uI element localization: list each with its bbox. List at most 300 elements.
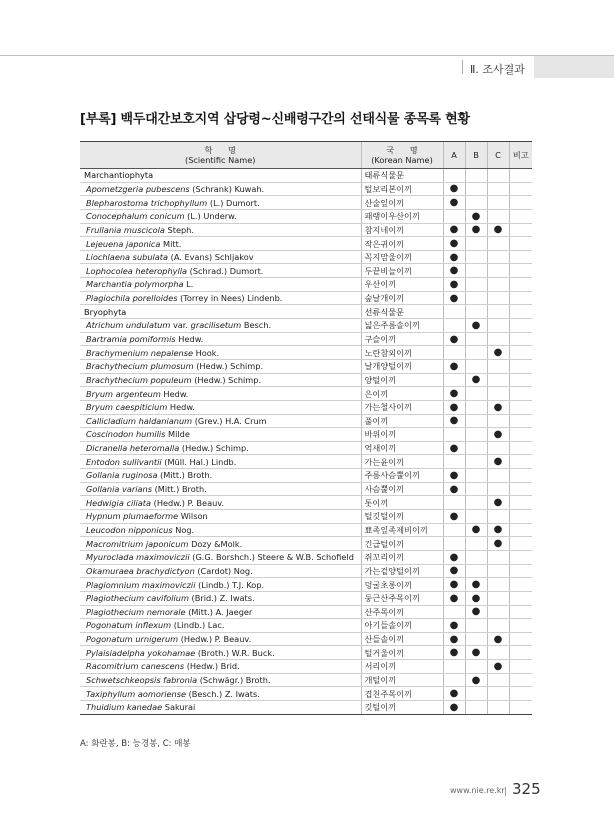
species-epithet: Brachymenium nepalense bbox=[86, 347, 194, 358]
site-a-mark bbox=[443, 523, 465, 537]
table-row bbox=[80, 332, 532, 346]
site-c-cell bbox=[487, 169, 509, 183]
korean-name-cell: 털보리본이끼 bbox=[361, 182, 443, 196]
site-c-mark bbox=[487, 264, 509, 278]
remarks-cell bbox=[509, 700, 532, 714]
table-row bbox=[80, 196, 532, 210]
site-c-mark bbox=[487, 209, 509, 223]
site-c-mark: ● bbox=[487, 632, 509, 646]
scientific-name-cell bbox=[80, 646, 361, 660]
remarks-cell bbox=[509, 196, 532, 210]
korean-name-cell: 아기들솔이끼 bbox=[361, 619, 443, 633]
scientific-name-cell bbox=[80, 632, 361, 646]
species-epithet: Lejeuena japonica bbox=[86, 238, 161, 249]
species-epithet: Pylaisiadelpha yokohamae bbox=[86, 647, 196, 658]
korean-name-cell: 꼭지맘울이끼 bbox=[361, 250, 443, 264]
site-b-mark bbox=[465, 237, 487, 251]
remarks-cell bbox=[509, 619, 532, 633]
site-b-mark bbox=[465, 482, 487, 496]
korean-name-cell: 주름사슴뿔이끼 bbox=[361, 469, 443, 483]
author-citation: (Hedw.) Schimp. bbox=[179, 443, 249, 454]
header-remarks: 비고 bbox=[509, 142, 532, 169]
korean-name-cell: 작은귀이끼 bbox=[361, 237, 443, 251]
remarks-cell bbox=[509, 291, 532, 305]
table-row bbox=[80, 359, 532, 373]
site-b-mark: ● bbox=[465, 673, 487, 687]
site-a-mark bbox=[443, 660, 465, 674]
table-row bbox=[80, 373, 532, 387]
remarks-cell bbox=[509, 305, 532, 319]
site-a-mark bbox=[443, 537, 465, 551]
korean-name-cell: 양털이끼 bbox=[361, 373, 443, 387]
site-c-mark bbox=[487, 332, 509, 346]
site-c-mark bbox=[487, 196, 509, 210]
table-row bbox=[80, 564, 532, 578]
table-row bbox=[80, 496, 532, 510]
site-b-mark bbox=[465, 387, 487, 401]
remarks-cell bbox=[509, 537, 532, 551]
site-b-mark bbox=[465, 182, 487, 196]
scientific-name-cell bbox=[80, 373, 361, 387]
remarks-cell bbox=[509, 564, 532, 578]
scientific-name-cell bbox=[80, 250, 361, 264]
table-body bbox=[80, 169, 532, 715]
author-citation: (Brid.) Z. Iwats. bbox=[188, 593, 255, 604]
korean-name-cell: 참지네이끼 bbox=[361, 223, 443, 237]
site-b-mark: ● bbox=[465, 373, 487, 387]
table-row bbox=[80, 455, 532, 469]
site-b-mark: ● bbox=[465, 591, 487, 605]
author-citation: Hedw. bbox=[175, 334, 204, 344]
scientific-name-cell bbox=[80, 264, 361, 278]
author-citation: (Cardot) Nog. bbox=[194, 565, 253, 576]
site-b-mark bbox=[465, 332, 487, 346]
site-c-mark: ● bbox=[487, 428, 509, 442]
site-b-mark bbox=[465, 414, 487, 428]
remarks-cell bbox=[509, 605, 532, 619]
species-epithet: Plagiothecium nemorale bbox=[86, 606, 186, 617]
remarks-cell bbox=[509, 319, 532, 333]
remarks-cell bbox=[509, 400, 532, 414]
division-name: Marchantiophyta bbox=[80, 169, 361, 183]
table-group-row bbox=[80, 169, 532, 183]
remarks-cell bbox=[509, 469, 532, 483]
site-c-mark bbox=[487, 619, 509, 633]
site-a-mark: ● bbox=[443, 482, 465, 496]
site-c-mark bbox=[487, 482, 509, 496]
site-c-mark bbox=[487, 278, 509, 292]
scientific-name-cell bbox=[80, 496, 361, 510]
site-b-mark: ● bbox=[465, 646, 487, 660]
site-a-mark: ● bbox=[443, 550, 465, 564]
site-b-mark: ● bbox=[465, 223, 487, 237]
site-c-mark: ● bbox=[487, 537, 509, 551]
remarks-cell bbox=[509, 510, 532, 524]
table-row bbox=[80, 550, 532, 564]
scientific-name-cell bbox=[80, 237, 361, 251]
site-c-mark: ● bbox=[487, 660, 509, 674]
author-citation: (Hedw.) Brid. bbox=[184, 661, 240, 672]
page-title: [부록] 백두대간보호지역 삽당령~신배령구간의 선태식물 종목록 현황 bbox=[80, 112, 470, 127]
division-korean-name: 태류식물문 bbox=[361, 169, 443, 183]
site-c-mark bbox=[487, 578, 509, 592]
species-epithet: Myuroclada maximoviczii bbox=[86, 552, 190, 563]
korean-name-cell: 우산이끼 bbox=[361, 278, 443, 292]
author-citation: Hook. bbox=[193, 347, 220, 358]
division-name: Bryophyta bbox=[80, 305, 361, 319]
header-site-b: B bbox=[465, 142, 487, 169]
table-row bbox=[80, 605, 532, 619]
species-epithet: Entodon sullivantii bbox=[86, 456, 162, 467]
species-epithet: Hedwigia ciliata bbox=[86, 497, 152, 508]
scientific-name-cell bbox=[80, 482, 361, 496]
scientific-name-cell bbox=[80, 428, 361, 442]
remarks-cell bbox=[509, 646, 532, 660]
site-c-mark bbox=[487, 182, 509, 196]
species-epithet: Pogonatum inflexum bbox=[86, 620, 172, 631]
table-row bbox=[80, 523, 532, 537]
author-citation: (Hedw.) P. Beauv. bbox=[151, 497, 225, 508]
korean-name-cell: 덩굴초롱이끼 bbox=[361, 578, 443, 592]
scientific-name-cell bbox=[80, 209, 361, 223]
table-group-row bbox=[80, 305, 532, 319]
site-a-mark: ● bbox=[443, 237, 465, 251]
author-citation: (Schrank) Kuwah. bbox=[189, 183, 265, 194]
remarks-cell bbox=[509, 414, 532, 428]
site-a-mark: ● bbox=[443, 196, 465, 210]
remarks-cell bbox=[509, 441, 532, 455]
author-citation: Milde bbox=[165, 429, 190, 440]
species-epithet: Bryum argenteum bbox=[86, 388, 161, 399]
species-epithet: Bartramia pomiformis bbox=[86, 334, 176, 344]
site-a-mark: ● bbox=[443, 619, 465, 633]
scientific-name-cell bbox=[80, 673, 361, 687]
scientific-name-cell bbox=[80, 441, 361, 455]
scientific-name-cell bbox=[80, 291, 361, 305]
species-epithet: Frullania muscicola bbox=[86, 224, 165, 235]
korean-name-cell: 바위이끼 bbox=[361, 428, 443, 442]
korean-name-cell: 서리이끼 bbox=[361, 660, 443, 674]
scientific-name-cell bbox=[80, 346, 361, 360]
scientific-name-cell bbox=[80, 223, 361, 237]
remarks-cell bbox=[509, 223, 532, 237]
author-citation: (Lindb.) T.J. Kop. bbox=[195, 579, 265, 590]
author-citation: Nog. bbox=[172, 524, 195, 535]
site-a-mark: ● bbox=[443, 291, 465, 305]
site-c-mark bbox=[487, 387, 509, 401]
site-b-mark bbox=[465, 441, 487, 455]
site-b-mark bbox=[465, 428, 487, 442]
species-epithet: Racomitrium canescens bbox=[86, 661, 185, 672]
author-citation: (Schrad.) Dumort. bbox=[187, 265, 264, 276]
site-b-mark bbox=[465, 687, 487, 701]
site-a-mark: ● bbox=[443, 646, 465, 660]
author-citation: Sakurai bbox=[162, 702, 196, 713]
site-c-mark bbox=[487, 373, 509, 387]
korean-name-cell: 사슴뿔이끼 bbox=[361, 482, 443, 496]
korean-name-cell: 두끝비늘이끼 bbox=[361, 264, 443, 278]
site-b-mark bbox=[465, 264, 487, 278]
table-row bbox=[80, 510, 532, 524]
site-b-mark bbox=[465, 537, 487, 551]
scientific-name-cell bbox=[80, 319, 361, 333]
remarks-cell bbox=[509, 359, 532, 373]
remarks-cell bbox=[509, 182, 532, 196]
remarks-cell bbox=[509, 578, 532, 592]
site-legend-note: A: 화란봉, B: 능경봉, C: 매봉 bbox=[80, 739, 191, 749]
korean-name-cell: 숲날개이끼 bbox=[361, 291, 443, 305]
site-c-mark: ● bbox=[487, 455, 509, 469]
site-b-cell bbox=[465, 305, 487, 319]
site-b-mark: ● bbox=[465, 578, 487, 592]
table-header-row bbox=[80, 142, 532, 169]
site-c-mark bbox=[487, 591, 509, 605]
remarks-cell bbox=[509, 264, 532, 278]
korean-name-cell: 깃털이끼 bbox=[361, 700, 443, 714]
header-divider bbox=[462, 60, 463, 74]
remarks-cell bbox=[509, 496, 532, 510]
table-row bbox=[80, 278, 532, 292]
table-row bbox=[80, 687, 532, 701]
site-a-mark bbox=[443, 346, 465, 360]
table-row bbox=[80, 619, 532, 633]
site-b-mark bbox=[465, 632, 487, 646]
table-row bbox=[80, 591, 532, 605]
remarks-cell bbox=[509, 550, 532, 564]
site-b-mark bbox=[465, 550, 487, 564]
site-a-mark: ● bbox=[443, 414, 465, 428]
header-scientific-ko: 학 명 bbox=[204, 145, 236, 155]
site-b-mark bbox=[465, 346, 487, 360]
table-row bbox=[80, 482, 532, 496]
site-c-mark bbox=[487, 319, 509, 333]
korean-name-cell: 개털이끼 bbox=[361, 673, 443, 687]
site-a-mark: ● bbox=[443, 441, 465, 455]
author-citation: Dozy &Molk. bbox=[188, 538, 243, 549]
korean-name-cell: 가는윤이끼 bbox=[361, 455, 443, 469]
species-epithet: Bryum caespiticium bbox=[86, 402, 168, 413]
korean-name-cell: 산술잎이끼 bbox=[361, 196, 443, 210]
site-b-mark bbox=[465, 400, 487, 414]
author-citation: (L.) Underw. bbox=[184, 211, 237, 222]
species-epithet: Lophocolea heterophylla bbox=[86, 265, 188, 276]
korean-name-cell: 뾰족잎족제비이끼 bbox=[361, 523, 443, 537]
korean-name-cell: 산주목이끼 bbox=[361, 605, 443, 619]
scientific-name-cell bbox=[80, 619, 361, 633]
table-row bbox=[80, 537, 532, 551]
species-epithet: Plagiochila porelloides bbox=[86, 293, 178, 304]
site-a-mark: ● bbox=[443, 223, 465, 237]
remarks-cell bbox=[509, 250, 532, 264]
species-epithet: Schwetschkeopsis fabronia bbox=[86, 675, 198, 686]
author-citation: (L.) Dumort. bbox=[207, 197, 260, 208]
remarks-cell bbox=[509, 373, 532, 387]
site-c-mark bbox=[487, 605, 509, 619]
author-citation: (Hedw.) Schimp. bbox=[193, 361, 264, 372]
site-c-mark bbox=[487, 469, 509, 483]
korean-name-cell: 구슬이끼 bbox=[361, 332, 443, 346]
site-c-mark: ● bbox=[487, 400, 509, 414]
scientific-name-cell bbox=[80, 387, 361, 401]
remarks-cell bbox=[509, 632, 532, 646]
species-epithet: Gollania varians bbox=[86, 484, 152, 495]
author-citation: (Müll. Hal.) Lindb. bbox=[161, 456, 237, 467]
site-c-mark bbox=[487, 673, 509, 687]
site-a-mark: ● bbox=[443, 332, 465, 346]
author-citation: (A. Evans) Schljakov bbox=[168, 252, 254, 263]
site-a-mark: ● bbox=[443, 264, 465, 278]
site-b-mark: ● bbox=[465, 605, 487, 619]
korean-name-cell: 패랭이우산이끼 bbox=[361, 209, 443, 223]
footer-divider bbox=[505, 787, 506, 796]
site-a-mark bbox=[443, 319, 465, 333]
site-a-mark: ● bbox=[443, 632, 465, 646]
header-scientific-name bbox=[80, 142, 361, 169]
author-citation: (Mitt.) A. Jaeger bbox=[185, 606, 253, 617]
species-epithet: Macromitrium japonicum bbox=[86, 538, 189, 549]
korean-name-cell: 산들솔이끼 bbox=[361, 632, 443, 646]
site-c-mark: ● bbox=[487, 496, 509, 510]
table-row bbox=[80, 264, 532, 278]
species-epithet: Blepharostoma trichophyllum bbox=[86, 197, 208, 208]
author-citation: (Schwägr.) Broth. bbox=[197, 675, 271, 686]
korean-name-cell: 노란참외이끼 bbox=[361, 346, 443, 360]
scientific-name-cell bbox=[80, 523, 361, 537]
scientific-name-cell bbox=[80, 591, 361, 605]
site-a-mark bbox=[443, 496, 465, 510]
table-row bbox=[80, 646, 532, 660]
site-a-mark: ● bbox=[443, 578, 465, 592]
site-c-mark bbox=[487, 550, 509, 564]
header-korean-en: (Korean Name) bbox=[371, 155, 433, 165]
header-korean-ko: 국 명 bbox=[386, 145, 418, 155]
site-c-mark bbox=[487, 291, 509, 305]
species-epithet: Brachythecium plumosum bbox=[86, 361, 194, 372]
site-c-mark bbox=[487, 510, 509, 524]
author-citation: Steph. bbox=[164, 224, 194, 235]
variety-author: Besch. bbox=[241, 320, 272, 331]
remarks-cell bbox=[509, 332, 532, 346]
header-scientific-en: (Scientific Name) bbox=[185, 155, 256, 165]
remarks-cell bbox=[509, 169, 532, 183]
division-korean-name: 선류식물문 bbox=[361, 305, 443, 319]
site-c-mark bbox=[487, 250, 509, 264]
site-a-mark: ● bbox=[443, 510, 465, 524]
korean-name-cell: 억새이끼 bbox=[361, 441, 443, 455]
site-c-mark: ● bbox=[487, 223, 509, 237]
scientific-name-cell bbox=[80, 182, 361, 196]
site-b-mark bbox=[465, 291, 487, 305]
author-citation: Wilson bbox=[178, 511, 208, 522]
species-epithet: Atrichum undulatum bbox=[86, 320, 171, 331]
scientific-name-cell bbox=[80, 605, 361, 619]
table-row bbox=[80, 400, 532, 414]
table-row bbox=[80, 428, 532, 442]
site-a-mark bbox=[443, 605, 465, 619]
site-a-mark bbox=[443, 373, 465, 387]
author-citation: (Besch.) Z. Iwats. bbox=[186, 688, 260, 699]
site-c-mark bbox=[487, 700, 509, 714]
korean-name-cell: 쥐꼬리이끼 bbox=[361, 550, 443, 564]
site-b-mark bbox=[465, 278, 487, 292]
header-korean-name bbox=[361, 142, 443, 169]
table-row bbox=[80, 291, 532, 305]
species-epithet: Conocephalum conicum bbox=[86, 211, 185, 222]
table-row bbox=[80, 469, 532, 483]
species-table bbox=[80, 141, 532, 715]
site-b-mark bbox=[465, 564, 487, 578]
site-b-mark: ● bbox=[465, 319, 487, 333]
species-epithet: Dicranella heteromalla bbox=[86, 443, 180, 454]
species-epithet: Hypnum plumaeforme bbox=[86, 511, 179, 522]
scientific-name-cell bbox=[80, 359, 361, 373]
site-b-mark bbox=[465, 250, 487, 264]
table-row bbox=[80, 346, 532, 360]
species-epithet: Apometzgeria pubescens bbox=[86, 183, 190, 194]
site-a-mark bbox=[443, 428, 465, 442]
header-rule bbox=[0, 55, 614, 56]
remarks-cell bbox=[509, 455, 532, 469]
author-citation: (Torrey in Nees) Lindenb. bbox=[177, 293, 283, 304]
site-b-mark bbox=[465, 700, 487, 714]
table-row bbox=[80, 237, 532, 251]
species-epithet: Callicladium haldanianum bbox=[86, 415, 193, 426]
species-epithet: Marchantia polymorpha bbox=[86, 279, 184, 290]
site-a-mark bbox=[443, 455, 465, 469]
scientific-name-cell bbox=[80, 469, 361, 483]
site-b-mark bbox=[465, 510, 487, 524]
scientific-name-cell bbox=[80, 332, 361, 346]
species-epithet: Pogonatum urnigerum bbox=[86, 634, 179, 645]
site-a-mark: ● bbox=[443, 250, 465, 264]
author-citation: (Lindb.) Lac. bbox=[171, 620, 225, 631]
scientific-name-cell bbox=[80, 687, 361, 701]
species-epithet: Plagiothecium cavifolium bbox=[86, 593, 189, 604]
site-b-mark bbox=[465, 619, 487, 633]
table-row bbox=[80, 209, 532, 223]
species-epithet: Brachythecium populeum bbox=[86, 374, 192, 385]
site-c-mark bbox=[487, 646, 509, 660]
site-c-mark: ● bbox=[487, 523, 509, 537]
site-b-mark: ● bbox=[465, 209, 487, 223]
table-row bbox=[80, 578, 532, 592]
site-c-mark: ● bbox=[487, 346, 509, 360]
author-citation: var. bbox=[170, 320, 191, 331]
remarks-cell bbox=[509, 237, 532, 251]
author-citation: Hedw. bbox=[160, 388, 189, 399]
remarks-cell bbox=[509, 523, 532, 537]
site-c-mark bbox=[487, 359, 509, 373]
species-epithet: Thuidium kanedae bbox=[86, 702, 163, 713]
scientific-name-cell bbox=[80, 660, 361, 674]
site-c-mark bbox=[487, 441, 509, 455]
site-b-mark: ● bbox=[465, 523, 487, 537]
site-a-mark bbox=[443, 673, 465, 687]
korean-name-cell: 넓은주름솔이끼 bbox=[361, 319, 443, 333]
table-row bbox=[80, 223, 532, 237]
site-c-mark bbox=[487, 237, 509, 251]
site-b-mark bbox=[465, 455, 487, 469]
author-citation: (Hedw.) P. Beauv. bbox=[178, 634, 252, 645]
table-row bbox=[80, 673, 532, 687]
header-site-c: C bbox=[487, 142, 509, 169]
author-citation: L. bbox=[183, 279, 194, 290]
remarks-cell bbox=[509, 209, 532, 223]
table-row bbox=[80, 182, 532, 196]
header-tab-box bbox=[534, 56, 614, 78]
remarks-cell bbox=[509, 346, 532, 360]
table-row bbox=[80, 441, 532, 455]
